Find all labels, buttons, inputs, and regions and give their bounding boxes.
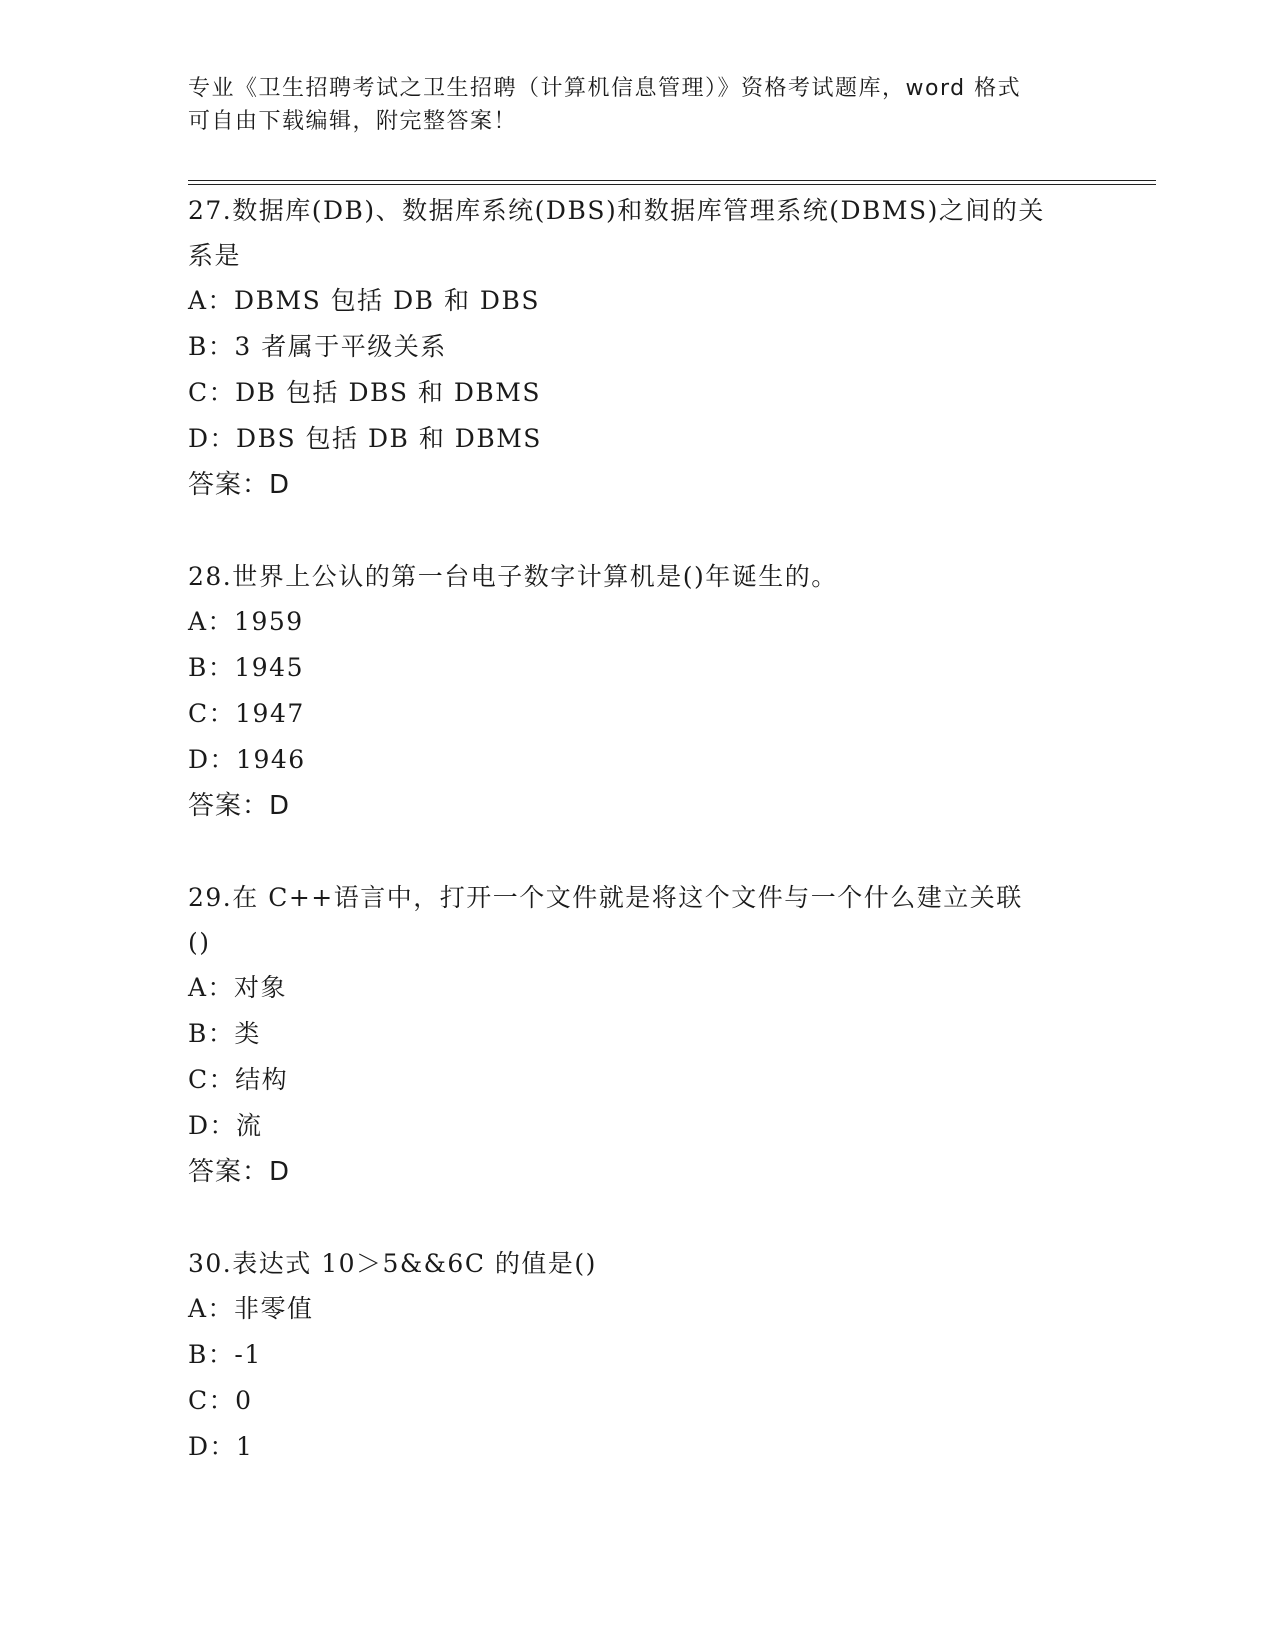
stem-line: 28.世界上公认的第一台电子数字计算机是()年诞生的。 xyxy=(188,562,838,591)
header-line-1: 专业《卫生招聘考试之卫生招聘（计算机信息管理）》资格考试题库，word 格式 xyxy=(188,76,1022,101)
option-b: B：类 xyxy=(188,1019,261,1048)
option-a: A：1959 xyxy=(188,607,304,636)
option-d: D：1946 xyxy=(188,745,306,774)
header-line-2: 可自由下载编辑，附完整答案！ xyxy=(188,109,518,134)
option-a: A：DBMS 包括 DB 和 DBS xyxy=(188,286,540,315)
option-a: A：对象 xyxy=(188,973,288,1002)
question-30 xyxy=(188,1241,1088,1470)
option-d: D：1 xyxy=(188,1432,254,1461)
option-d: D：流 xyxy=(188,1111,263,1140)
stem-line: 27.数据库(DB)、数据库系统(DBS)和数据库管理系统(DBMS)之间的关 xyxy=(188,196,1045,225)
option-a: A：非零值 xyxy=(188,1294,314,1323)
option-b: B：-1 xyxy=(188,1340,262,1369)
document-header xyxy=(188,72,1088,138)
question-28 xyxy=(188,554,1088,829)
question-stem xyxy=(188,554,1088,599)
answer-line: 答案：D xyxy=(188,791,291,821)
option-d: D：DBS 包括 DB 和 DBMS xyxy=(188,424,542,453)
question-29 xyxy=(188,875,1088,1195)
header-rule-top xyxy=(188,180,1156,181)
header-rule-bottom xyxy=(188,184,1156,185)
answer-line: 答案：D xyxy=(188,1157,291,1187)
option-c: C：1947 xyxy=(188,699,305,728)
option-b: B：3 者属于平级关系 xyxy=(188,332,447,361)
stem-line: () xyxy=(188,928,211,957)
stem-line: 系是 xyxy=(188,241,242,270)
option-c: C：结构 xyxy=(188,1065,289,1094)
answer-line: 答案：D xyxy=(188,470,291,500)
option-b: B：1945 xyxy=(188,653,304,682)
question-stem xyxy=(188,875,1088,965)
option-c: C：0 xyxy=(188,1386,253,1415)
stem-line: 29.在 C++语言中，打开一个文件就是将这个文件与一个什么建立关联 xyxy=(188,883,1023,912)
question-stem xyxy=(188,188,1088,278)
stem-line: 30.表达式 10＞5&&6C 的值是() xyxy=(188,1249,597,1278)
question-27 xyxy=(188,188,1088,508)
question-list xyxy=(188,188,1088,1516)
option-c: C：DB 包括 DBS 和 DBMS xyxy=(188,378,542,407)
question-stem xyxy=(188,1241,1088,1286)
